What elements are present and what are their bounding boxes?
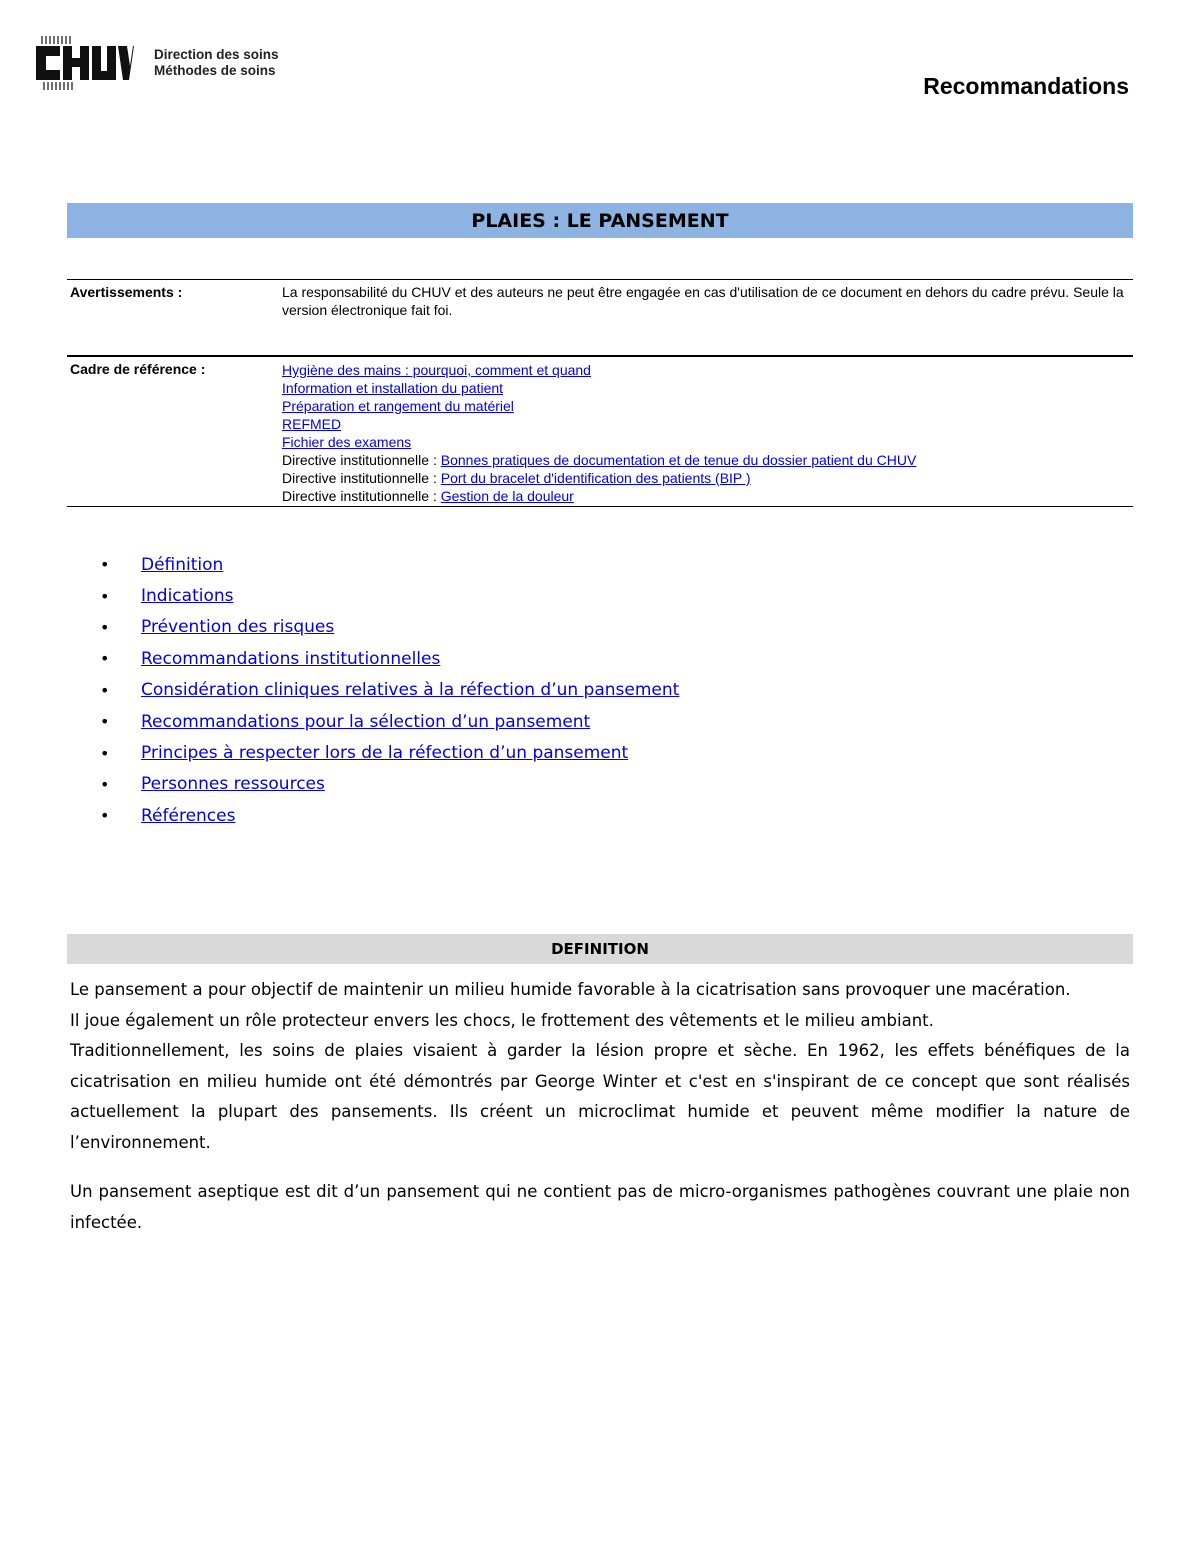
warnings-label: Avertissements : (70, 284, 183, 300)
toc-item (100, 769, 679, 800)
definition-heading: DEFINITION (551, 940, 649, 958)
directive-prefix: Directive institutionnelle : (282, 470, 441, 486)
ref-link-information-installation[interactable]: Information et installation du patient (282, 380, 504, 396)
toc-item (100, 675, 679, 706)
directive-link-bracelet[interactable]: Port du bracelet d'identification des patients (BIP ) (440, 470, 751, 486)
directive-link-documentation[interactable]: Bonnes pratiques de documentation et de tenue du dossier patient du CHUV (440, 452, 917, 468)
definition-line-1: Le pansement a pour objectif de maintenir un milieu humide favorable à la cicatrisation sans provoquer une macération. (70, 980, 1071, 999)
definition-heading-bar (67, 934, 1133, 964)
bullet-icon: • (100, 680, 110, 700)
divider (67, 279, 1133, 280)
definition-paragraph-2: Un pansement aseptique est dit d’un pansement qui ne contient pas de micro-organismes pathogènes couvrant une plaie non infectée. (70, 1182, 1130, 1232)
department-line-2: Méthodes de soins (154, 63, 276, 78)
directive-link-douleur[interactable]: Gestion de la douleur (440, 488, 574, 504)
bullet-icon: • (100, 712, 110, 732)
divider (67, 506, 1133, 507)
toc-item (100, 737, 679, 768)
toc-item (100, 549, 679, 580)
toc-link-selection-pansement[interactable]: Recommandations pour la sélection d’un pansement (141, 711, 591, 732)
chuv-logo (34, 36, 134, 90)
directive-row (282, 469, 916, 487)
bullet-icon: • (100, 806, 110, 826)
toc-item (100, 643, 679, 674)
ref-link-hygiene[interactable]: Hygiène des mains : pourquoi, comment et quand (282, 362, 591, 378)
ref-link-preparation-materiel[interactable]: Préparation et rangement du matériel (282, 398, 514, 414)
definition-body (70, 975, 1130, 1238)
toc-link-indications[interactable]: Indications (141, 586, 234, 607)
toc-item (100, 706, 679, 737)
warnings-text: La responsabilité du CHUV et des auteurs ne peut être engagée en cas d'utilisation de ce document en dehors du cadre prévu. Seule la version électronique fait foi. (282, 284, 1124, 318)
department-block (154, 47, 279, 79)
bullet-icon: • (100, 649, 110, 669)
directive-prefix: Directive institutionnelle : (282, 488, 441, 504)
toc-link-principes[interactable]: Principes à respecter lors de la réfection d’un pansement (141, 743, 629, 764)
definition-line-2: Il joue également un rôle protecteur envers les chocs, le frottement des vêtements et le milieu ambiant. (70, 1010, 934, 1030)
department-line-1: Direction des soins (154, 47, 279, 62)
bullet-icon: • (100, 555, 110, 575)
directive-row (282, 487, 916, 505)
toc-link-considerations-cliniques[interactable]: Considération cliniques relatives à la réfection d’un pansement (141, 680, 680, 701)
directive-row (282, 451, 916, 469)
page-title: PLAIES : LE PANSEMENT (471, 209, 729, 232)
bullet-icon: • (100, 743, 110, 763)
toc-link-recommandations-institutionnelles[interactable]: Recommandations institutionnelles (141, 648, 441, 669)
divider (67, 355, 1133, 357)
bullet-icon: • (100, 586, 110, 606)
ref-link-refmed[interactable]: REFMED (282, 416, 342, 432)
reference-frame-label: Cadre de référence : (70, 361, 206, 377)
bullet-icon: • (100, 774, 110, 794)
toc-link-personnes-ressources[interactable]: Personnes ressources (141, 774, 325, 795)
directive-prefix: Directive institutionnelle : (282, 452, 441, 468)
document-type: Recommandations (923, 73, 1129, 99)
bullet-icon: • (100, 617, 110, 637)
toc-item (100, 800, 679, 831)
toc-link-prevention[interactable]: Prévention des risques (141, 617, 335, 638)
definition-paragraph-1: Traditionnellement, les soins de plaies visaient à garder la lésion propre et sèche. En 1962, les effets bénéfiques de la cicatrisation en milieu humide ont été démontrés par George Winter et c'est en s'inspirant de ce concept que sont réalisés actuellement la plupart des pansements. Ils créent un microclimat humide et peuvent même modifier la nature de l’environnement. (70, 1041, 1130, 1152)
table-of-contents (100, 549, 679, 832)
title-banner (67, 203, 1133, 238)
toc-item (100, 612, 679, 643)
toc-link-definition[interactable]: Définition (141, 554, 224, 575)
toc-link-references[interactable]: Références (141, 805, 236, 826)
ref-link-fichier-examens[interactable]: Fichier des examens (282, 434, 412, 450)
reference-list (282, 361, 916, 505)
toc-item (100, 580, 679, 611)
